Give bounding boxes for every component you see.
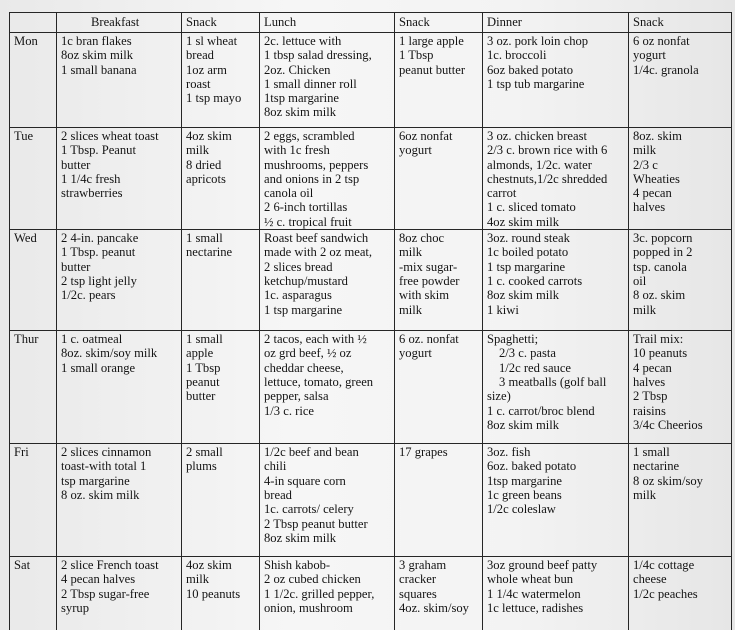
meal-item: peanut xyxy=(186,374,220,389)
meal-item: yogurt xyxy=(399,346,432,361)
meal-item: 2 6-inch tortillas xyxy=(264,200,348,215)
meal-cell-breakfast xyxy=(57,128,182,230)
meal-cell-snack-evening xyxy=(629,128,732,230)
meal-item: 8oz. skim xyxy=(633,129,682,143)
meal-item: 1/4c. granola xyxy=(633,62,699,77)
meal-item: 2/3 c xyxy=(633,157,658,172)
meal-item: 1/2c peaches xyxy=(633,586,698,601)
meal-cell-lunch xyxy=(260,557,395,630)
meal-item: 1 small xyxy=(186,231,223,246)
meal-item: 1/2c. pears xyxy=(61,288,116,303)
meal-item: 3 oz. pork loin chop xyxy=(487,34,589,48)
meal-item: 4 pecan xyxy=(633,360,672,375)
day-row-thur xyxy=(10,331,732,444)
day-row-wed xyxy=(10,230,732,331)
meal-item: 2c. lettuce with xyxy=(264,34,342,48)
meal-item: 2 Tbsp sugar-free xyxy=(61,586,150,601)
meal-item: milk xyxy=(399,245,423,260)
meal-cell-snack-pm xyxy=(395,444,483,557)
header-snack-pm: Snack xyxy=(395,13,483,33)
meal-item: chili xyxy=(264,459,287,474)
meal-item: oil xyxy=(633,273,647,288)
meal-cell-snack-evening xyxy=(629,557,732,630)
meal-item: 1 c. carrot/broc blend xyxy=(487,403,595,418)
meal-item: 1 large apple xyxy=(399,34,464,48)
meal-cell-snack-evening xyxy=(629,230,732,331)
day-row-sat xyxy=(10,557,732,630)
meal-item: almonds, 1/2c. water xyxy=(487,157,592,172)
meal-item: 1 small orange xyxy=(61,360,136,375)
meal-item: 6oz baked potato xyxy=(487,62,574,77)
meal-item: 1 Tbsp xyxy=(186,360,221,375)
meal-item: onion, mushroom xyxy=(264,600,353,615)
meal-item: 8 oz skim/soy xyxy=(633,473,703,488)
meal-cell-breakfast xyxy=(57,444,182,557)
meal-item: butter xyxy=(186,389,216,404)
meal-item: butter xyxy=(61,157,91,172)
meal-item: 1c green beans xyxy=(487,487,562,502)
day-label: Wed xyxy=(10,230,57,331)
meal-item: apricots xyxy=(186,171,226,186)
meal-cell-breakfast xyxy=(57,557,182,630)
meal-item: halves xyxy=(633,200,666,215)
meal-cell-dinner xyxy=(483,128,629,230)
meal-item: -mix sugar- xyxy=(399,259,458,274)
day-row-fri xyxy=(10,444,732,557)
meal-item: 3/4c Cheerios xyxy=(633,417,703,432)
meal-item: 2 Tbsp xyxy=(633,389,668,404)
meal-item: with skim xyxy=(399,288,450,303)
meal-item: pepper, salsa xyxy=(264,389,329,404)
meal-item: 2 oz cubed chicken xyxy=(264,572,361,587)
meal-cell-breakfast xyxy=(57,33,182,128)
meal-item: oz grd beef, ½ oz xyxy=(264,346,352,361)
meal-item: 1 c. sliced tomato xyxy=(487,200,576,215)
meal-item: 1 small xyxy=(633,445,670,460)
meal-item: 6 oz. nonfat xyxy=(399,332,459,347)
meal-item: 2 4-in. pancake xyxy=(61,231,139,246)
header-snack-am: Snack xyxy=(182,13,260,33)
meal-cell-snack-evening xyxy=(629,33,732,128)
meal-item: 1 1/4c fresh xyxy=(61,171,121,186)
meal-cell-snack-evening xyxy=(629,331,732,444)
meal-cell-snack-am xyxy=(182,128,260,230)
header-breakfast: Breakfast xyxy=(57,13,182,33)
meal-item: 1 tsp tub margarine xyxy=(487,76,585,91)
meal-item: 1 tsp margarine xyxy=(487,259,566,274)
meal-item: 1tsp margarine xyxy=(487,473,562,488)
meal-item: 8 dried xyxy=(186,157,222,172)
meal-item: 8oz skim milk xyxy=(61,48,134,63)
meal-item: 6oz. baked potato xyxy=(487,459,577,474)
meal-item: peanut butter xyxy=(399,62,466,77)
meal-item: 10 peanuts xyxy=(633,346,688,361)
meal-item: toast-with total 1 xyxy=(61,459,147,474)
meal-item: popped in 2 xyxy=(633,245,693,260)
meal-item: 1 Tbsp. peanut xyxy=(61,245,136,260)
meal-item: 2 slices bread xyxy=(264,259,333,274)
meal-item: 4oz. skim/soy xyxy=(399,600,469,615)
meal-item: milk xyxy=(633,487,657,502)
meal-item: 1 tbsp salad dressing, xyxy=(264,48,372,63)
meal-item: 1c. asparagus xyxy=(264,288,332,303)
meal-item: 1 1/4c watermelon xyxy=(487,586,581,601)
meal-item: roast xyxy=(186,76,211,91)
meal-item: milk xyxy=(186,572,210,587)
meal-item: mushrooms, peppers xyxy=(264,157,369,172)
day-label: Thur xyxy=(10,331,57,444)
meal-item: 3oz. fish xyxy=(487,445,531,460)
meal-item: cheese xyxy=(633,572,667,587)
meal-item: 2 slices cinnamon xyxy=(61,445,152,460)
meal-item: ½ c. tropical fruit xyxy=(264,214,352,229)
meal-item: yogurt xyxy=(399,143,432,158)
meal-cell-breakfast xyxy=(57,331,182,444)
meal-item: 4oz skim xyxy=(186,129,232,143)
meal-item: 1 1/2c. grilled pepper, xyxy=(264,586,375,601)
meal-item: 8oz skim milk xyxy=(264,530,337,545)
meal-item: 1c lettuce, radishes xyxy=(487,600,584,615)
meal-item: 8oz skim milk xyxy=(264,105,337,120)
meal-item: Roast beef sandwich xyxy=(264,231,369,246)
meal-item: 2oz. Chicken xyxy=(264,62,331,77)
meal-item: tsp margarine xyxy=(61,473,130,488)
meal-item: squares xyxy=(399,586,437,601)
meal-item: milk xyxy=(633,302,657,317)
day-label: Fri xyxy=(10,444,57,557)
meal-item: 1c. broccoli xyxy=(487,48,547,63)
meal-cell-snack-pm xyxy=(395,331,483,444)
meal-item: Trail mix: xyxy=(633,332,684,347)
meal-item: 1 tsp mayo xyxy=(186,91,242,106)
meal-item: 6oz nonfat xyxy=(399,129,453,143)
meal-item: 1 tsp margarine xyxy=(264,302,343,317)
meal-item: lettuce, tomato, green xyxy=(264,374,374,389)
meal-cell-snack-pm xyxy=(395,33,483,128)
meal-cell-dinner xyxy=(483,557,629,630)
meal-item: milk xyxy=(399,302,423,317)
meal-item: 17 grapes xyxy=(399,445,448,460)
day-label: Tue xyxy=(10,128,57,230)
meal-item: milk xyxy=(186,143,210,158)
header-day xyxy=(10,13,57,33)
meal-cell-snack-am xyxy=(182,230,260,331)
weekly-meal-plan-table xyxy=(9,12,732,630)
meal-item: tsp. canola xyxy=(633,259,687,274)
meal-item: 2/3 c. brown rice with 6 xyxy=(487,143,608,158)
day-label: Sat xyxy=(10,557,57,630)
meal-item: 1 sl wheat xyxy=(186,34,238,48)
meal-item: 1/2c beef and bean xyxy=(264,445,359,460)
meal-cell-dinner xyxy=(483,230,629,331)
meal-item: 1/2c red sauce xyxy=(499,360,572,375)
meal-item: 8 oz. skim milk xyxy=(61,487,140,502)
meal-item: chestnuts,1/2c shredded xyxy=(487,171,608,186)
meal-item: carrot xyxy=(487,186,517,201)
meal-item: cracker xyxy=(399,572,437,587)
meal-item: 3oz ground beef patty xyxy=(487,558,598,573)
meal-cell-lunch xyxy=(260,331,395,444)
meal-item: 1 small banana xyxy=(61,62,137,77)
meal-item: 3oz. round steak xyxy=(487,231,570,246)
day-label: Mon xyxy=(10,33,57,128)
meal-item: nectarine xyxy=(633,459,680,474)
meal-item: 2 Tbsp peanut butter xyxy=(264,516,368,531)
meal-item: ketchup/mustard xyxy=(264,273,348,288)
meal-item: butter xyxy=(61,259,91,274)
meal-item: 1 c. cooked carrots xyxy=(487,273,583,288)
meal-item: 4-in square corn xyxy=(264,473,346,488)
meal-item: 4oz skim milk xyxy=(487,214,560,229)
meal-item: apple xyxy=(186,346,214,361)
meal-item: 1 c. oatmeal xyxy=(61,332,123,347)
meal-item: syrup xyxy=(61,600,89,615)
meal-item: 3 meatballs (golf ball xyxy=(499,374,607,389)
meal-item: 10 peanuts xyxy=(186,586,241,601)
meal-item: Spaghetti; xyxy=(487,332,539,347)
meal-cell-snack-evening xyxy=(629,444,732,557)
meal-cell-lunch xyxy=(260,230,395,331)
header-dinner: Dinner xyxy=(483,13,629,33)
meal-item: milk xyxy=(633,143,657,158)
meal-item: Wheaties xyxy=(633,171,680,186)
meal-item: made with 2 oz meat, xyxy=(264,245,373,260)
meal-cell-breakfast xyxy=(57,230,182,331)
meal-item: with 1c fresh xyxy=(264,143,330,158)
day-row-mon xyxy=(10,33,732,128)
meal-item: 2/3 c. pasta xyxy=(499,346,557,361)
meal-cell-dinner xyxy=(483,331,629,444)
meal-item: canola oil xyxy=(264,186,314,201)
meal-item: free powder xyxy=(399,273,460,288)
header-lunch: Lunch xyxy=(260,13,395,33)
meal-item: 1 small dinner roll xyxy=(264,76,357,91)
meal-item: halves xyxy=(633,374,666,389)
meal-item: 2 slices wheat toast xyxy=(61,129,159,143)
meal-item: 4 pecan xyxy=(633,186,672,201)
meal-item: 8oz skim milk xyxy=(487,417,560,432)
meal-item: raisins xyxy=(633,403,666,418)
meal-item: 2 tacos, each with ½ xyxy=(264,332,367,347)
meal-item: bread xyxy=(186,48,214,63)
meal-item: yogurt xyxy=(633,48,666,63)
meal-item: 1 Tbsp. Peanut xyxy=(61,143,136,158)
header-snack-evening: Snack xyxy=(629,13,732,33)
meal-item: size) xyxy=(487,389,511,404)
meal-cell-snack-pm xyxy=(395,557,483,630)
header-row xyxy=(10,13,732,33)
meal-item: 2 slice French toast xyxy=(61,558,159,573)
meal-item: 2 eggs, scrambled xyxy=(264,129,355,143)
meal-item: 1 kiwi xyxy=(487,302,519,317)
meal-cell-lunch xyxy=(260,128,395,230)
meal-item: 1/2c coleslaw xyxy=(487,502,556,517)
meal-item: 1/4c cottage xyxy=(633,558,695,573)
meal-cell-snack-pm xyxy=(395,230,483,331)
meal-item: 1c boiled potato xyxy=(487,245,569,260)
day-row-tue xyxy=(10,128,732,230)
meal-cell-snack-am xyxy=(182,444,260,557)
meal-item: 8oz choc xyxy=(399,231,445,246)
meal-item: nectarine xyxy=(186,245,233,260)
meal-item: 3 oz. chicken breast xyxy=(487,129,588,143)
meal-cell-snack-am xyxy=(182,331,260,444)
meal-cell-lunch xyxy=(260,444,395,557)
meal-item: 4 pecan halves xyxy=(61,572,136,587)
meal-item: plums xyxy=(186,459,217,474)
meal-item: 1/3 c. rice xyxy=(264,403,314,418)
meal-item: and onions in 2 tsp xyxy=(264,171,360,186)
meal-cell-snack-am xyxy=(182,557,260,630)
meal-cell-dinner xyxy=(483,444,629,557)
meal-item: 1c. carrots/ celery xyxy=(264,502,354,517)
meal-item: 3c. popcorn xyxy=(633,231,693,246)
meal-item: whole wheat bun xyxy=(487,572,574,587)
meal-item: Shish kabob- xyxy=(264,558,331,573)
meal-item: 1 Tbsp xyxy=(399,48,434,63)
meal-item: 8 oz. skim xyxy=(633,288,686,303)
meal-item: 1tsp margarine xyxy=(264,91,339,106)
meal-item: strawberries xyxy=(61,186,123,201)
meal-item: 1oz arm xyxy=(186,62,227,77)
meal-item: 2 small xyxy=(186,445,223,460)
meal-item: 8oz. skim/soy milk xyxy=(61,346,158,361)
meal-item: 1c bran flakes xyxy=(61,34,132,48)
meal-item: cheddar cheese, xyxy=(264,360,344,375)
meal-item: bread xyxy=(264,487,292,502)
meal-item: 8oz skim milk xyxy=(487,288,560,303)
meal-cell-snack-pm xyxy=(395,128,483,230)
meal-item: 2 tsp light jelly xyxy=(61,273,137,288)
meal-cell-dinner xyxy=(483,33,629,128)
meal-cell-snack-am xyxy=(182,33,260,128)
meal-cell-lunch xyxy=(260,33,395,128)
meal-item: 3 graham xyxy=(399,558,447,573)
meal-item: 1 small xyxy=(186,332,223,347)
meal-item: 4oz skim xyxy=(186,558,232,573)
meal-item: 6 oz nonfat xyxy=(633,34,690,48)
